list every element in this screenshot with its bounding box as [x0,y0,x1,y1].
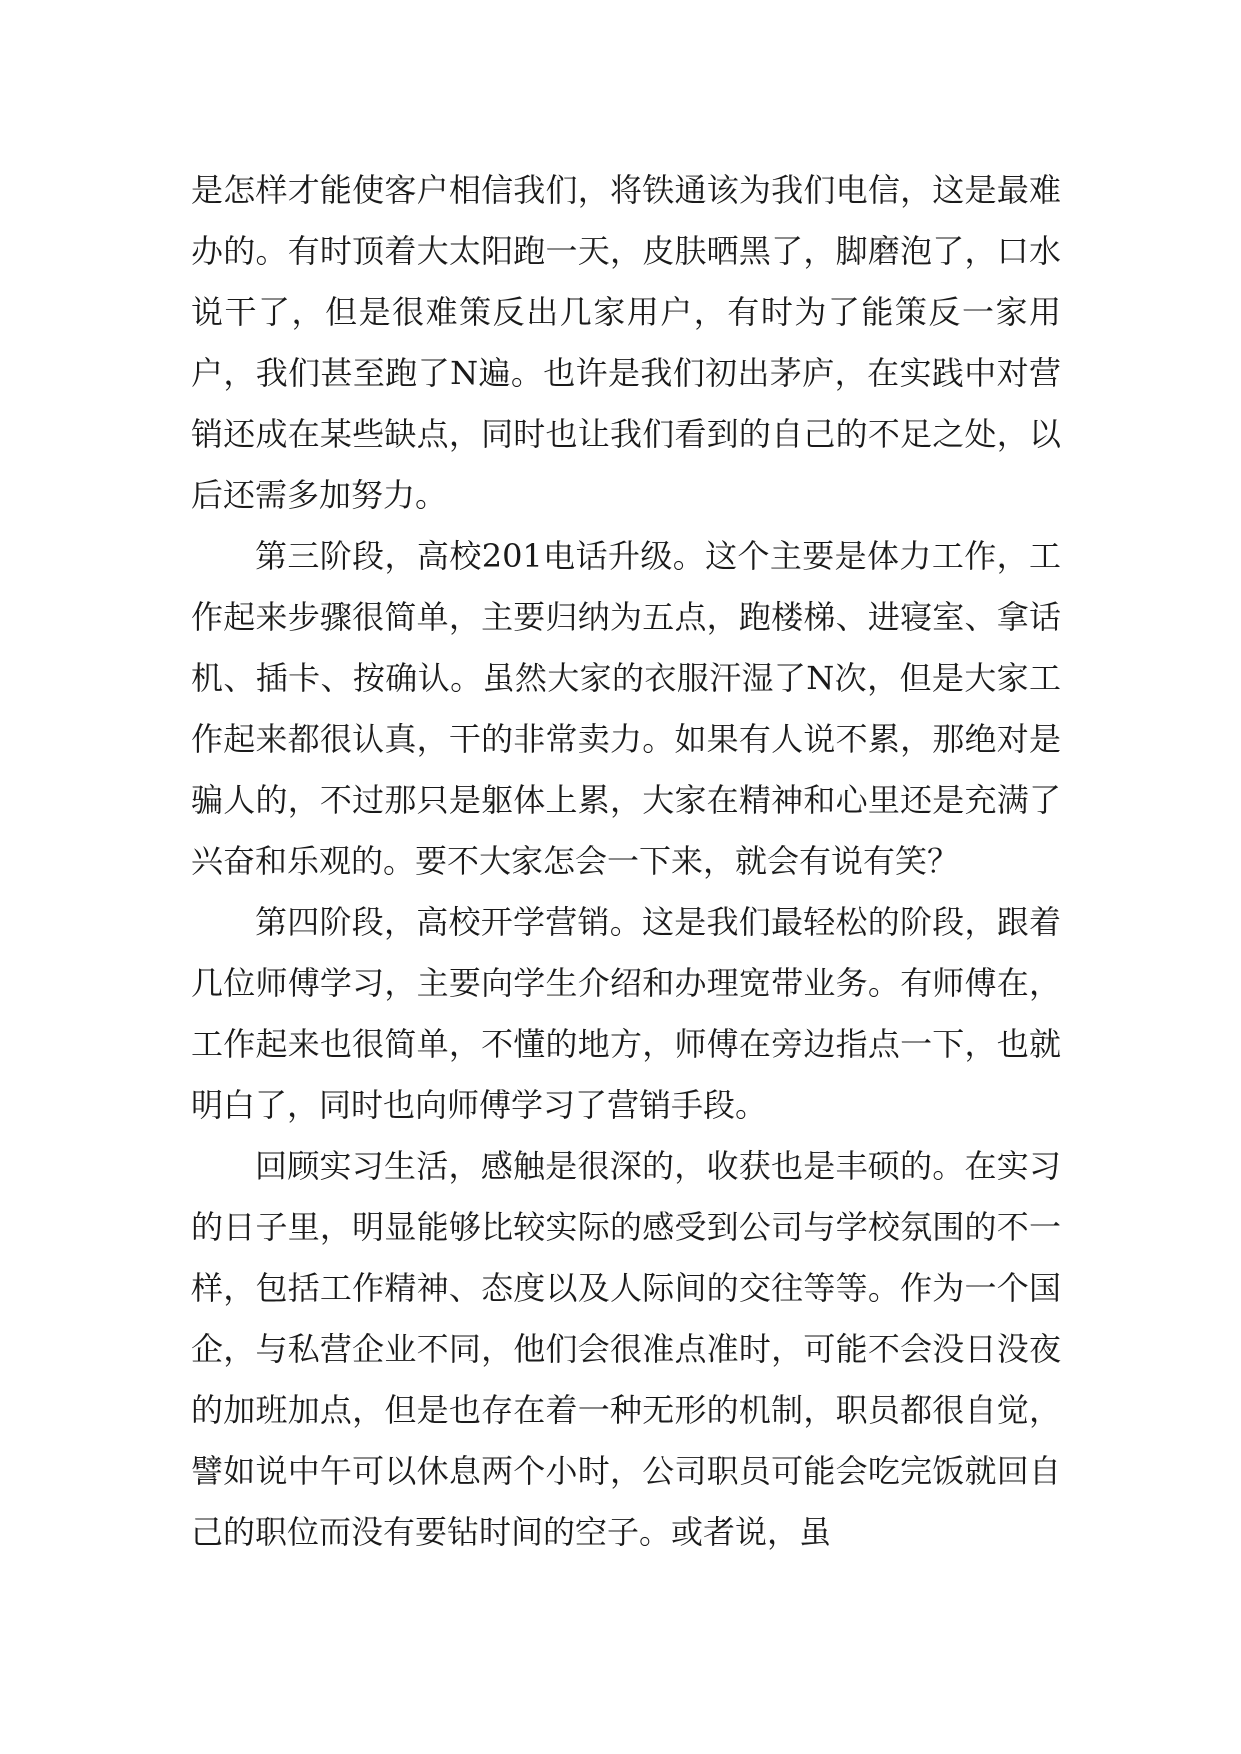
document-body [191,160,1061,1563]
paragraph-4: 回顾实习生活，感触是很深的，收获也是丰硕的。在实习的日子里，明显能够比较实际的感受到公司与学校氛围的不一样，包括工作精神、态度以及人际间的交往等等。作为一个国企，与私营企业不同，他们会很准点准时，可能不会没日没夜的加班加点，但是也存在着一种无形的机制，职员都很自觉，譬如说中午可以休息两个小时，公司职员可能会吃完饭就回自己的职位而没有要钻时间的空子。或者说，虽 [191,1147,1061,1551]
paragraph-1: 是怎样才能使客户相信我们，将铁通该为我们电信，这是最难办的。有时顶着大太阳跑一天，皮肤晒黑了，脚磨泡了，口水说干了，但是很难策反出几家用户，有时为了能策反一家用户，我们甚至跑了N遍。也许是我们初出茅庐，在实践中对营销还成在某些缺点，同时也让我们看到的自己的不足之处，以后还需多加努力。 [191,171,1061,514]
paragraph-3: 第四阶段，高校开学营销。这是我们最轻松的阶段，跟着几位师傅学习，主要向学生介绍和办理宽带业务。有师傅在，工作起来也很简单，不懂的地方，师傅在旁边指点一下，也就明白了，同时也向师傅学习了营销手段。 [191,903,1061,1124]
paragraph-2: 第三阶段，高校201电话升级。这个主要是体力工作，工作起来步骤很简单，主要归纳为五点，跑楼梯、进寝室、拿话机、插卡、按确认。虽然大家的衣服汗湿了N次，但是大家工作起来都很认真，干的非常卖力。如果有人说不累，那绝对是骗人的，不过那只是躯体上累，大家在精神和心里还是充满了兴奋和乐观的。要不大家怎会一下来，就会有说有笑？ [191,537,1061,880]
